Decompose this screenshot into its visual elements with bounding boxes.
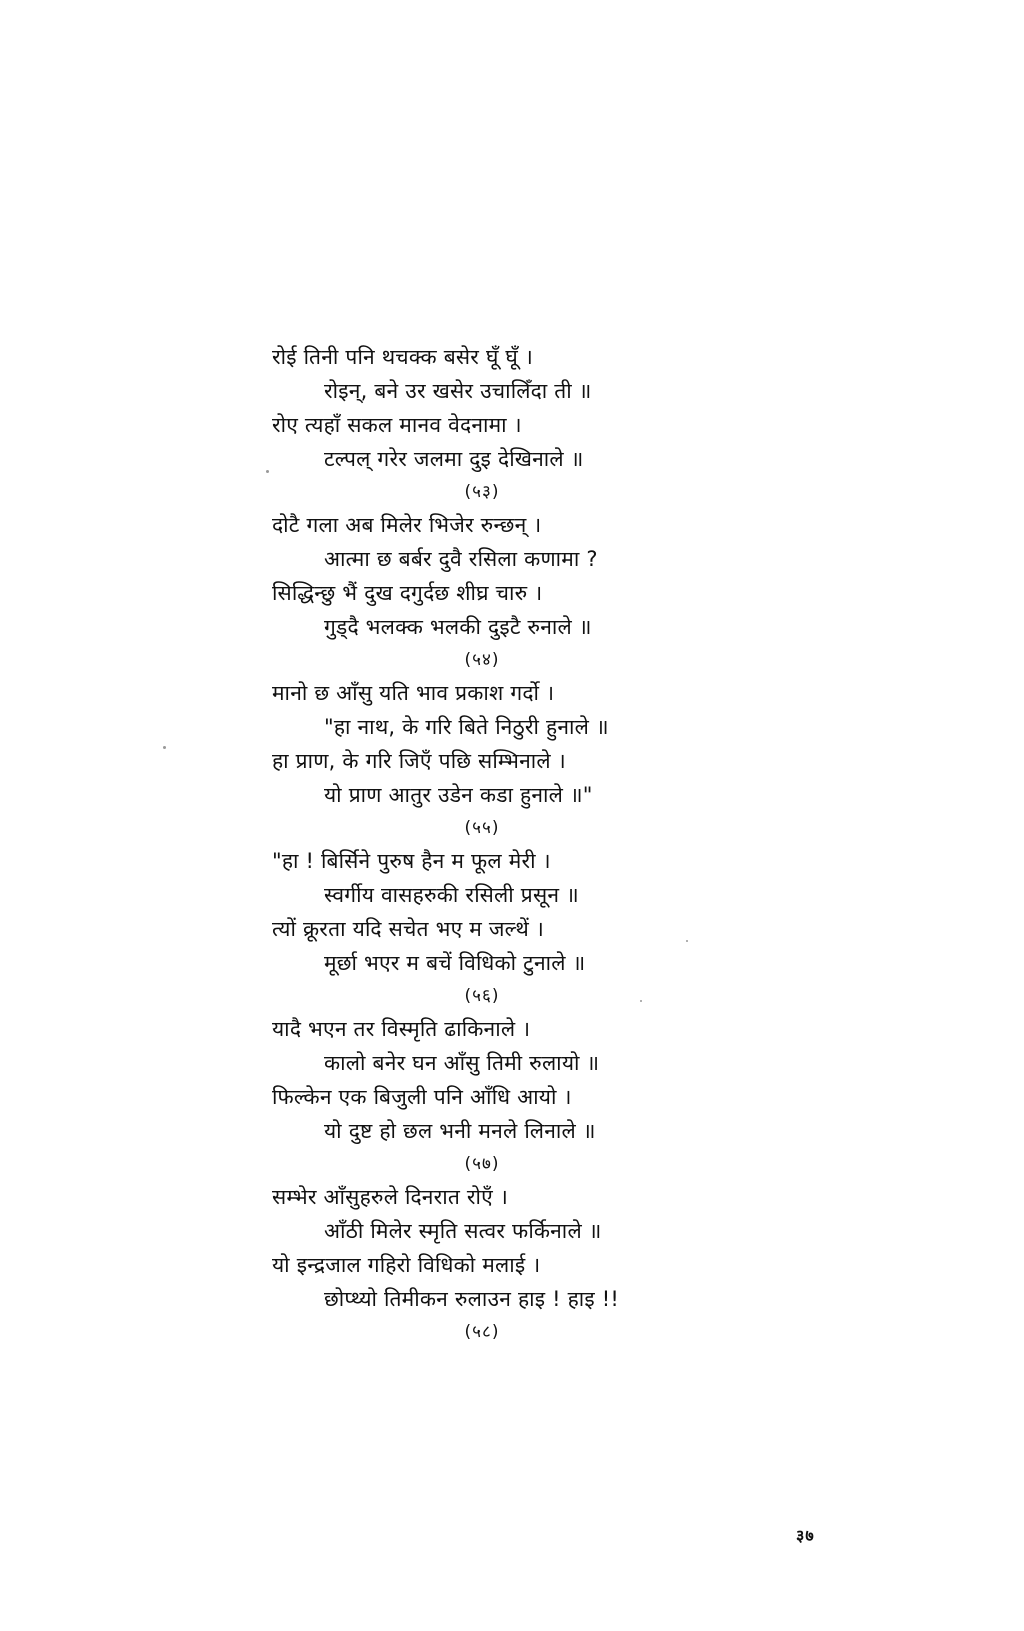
page-number: ३७	[796, 1526, 815, 1545]
verse-line: मानो छ आँसु यति भाव प्रकाश गर्दो ।	[272, 681, 555, 705]
stanza-53	[272, 340, 727, 508]
verse-line: "हा नाथ, के गरि बिते निठुरी हुनाले ॥	[324, 715, 609, 739]
stanza-58	[272, 1180, 727, 1348]
scan-speck	[266, 470, 269, 473]
stanza-57	[272, 1012, 727, 1180]
verse-line: दोटै गला अब मिलेर भिजेर रुन्छन् ।	[272, 513, 542, 537]
stanza-56	[272, 844, 727, 1012]
verse-line: आत्मा छ बर्बर दुवै रसिला कणामा ?	[324, 547, 598, 571]
stanza-number: (५३)	[464, 482, 500, 502]
verse-line: "हा ! बिर्सिने पुरुष हैन म फूल मेरी ।	[272, 849, 551, 873]
stanza-number: (५७)	[464, 1154, 500, 1174]
verse-line: सिद्धिन्छु भैं दुख दगुर्दछ शीघ्र चारु ।	[272, 581, 543, 605]
verse-line: स्वर्गीय वासहरुकी रसिली प्रसून ॥	[324, 883, 579, 907]
stanza-number: (५८)	[464, 1322, 500, 1342]
verse-line: छोप्थ्यो तिमीकन रुलाउन हाइ ! हाइ !!	[324, 1287, 620, 1311]
verse-line: यो इन्द्रजाल गहिरो विधिको मलाई ।	[272, 1253, 541, 1277]
verse-line: यो प्राण आतुर उडेन कडा हुनाले ॥"	[324, 783, 593, 807]
stanza-54	[272, 508, 727, 676]
verse-line: यादै भएन तर विस्मृति ढाकिनाले ।	[272, 1017, 531, 1041]
stanza-number: (५५)	[464, 818, 500, 838]
stanza-55	[272, 676, 727, 844]
verse-line: हा प्राण, के गरि जिएँ पछि सम्भिनाले ।	[272, 749, 566, 773]
verse-line: सम्भेर आँसुहरुले दिनरात रोएँ ।	[272, 1185, 508, 1209]
verse-line: यो दुष्ट हो छल भनी मनले लिनाले ॥	[324, 1119, 596, 1143]
stanza-number: (५४)	[464, 650, 500, 670]
stanza-number: (५६)	[464, 986, 500, 1006]
verse-line: त्यों क्रूरता यदि सचेत भए म जल्थें ।	[272, 917, 545, 941]
scan-speck	[163, 746, 166, 749]
poem-body	[272, 340, 727, 1348]
verse-line: रोई तिनी पनि थचक्क बसेर घूँ घूँ ।	[272, 345, 534, 369]
scan-speck	[686, 940, 688, 942]
verse-line: मूर्छा भएर म बचें विधिको टुनाले ॥	[324, 951, 586, 975]
verse-line: रोइन्, बने उर खसेर उचालिँदा ती ॥	[324, 379, 592, 403]
verse-line: आँठी मिलेर स्मृति सत्वर फर्किनाले ॥	[324, 1219, 602, 1243]
verse-line: रोए त्यहाँ सकल मानव वेदनामा ।	[272, 413, 522, 437]
scan-speck	[640, 1000, 642, 1002]
verse-line: कालो बनेर घन आँसु तिमी रुलायो ॥	[324, 1051, 600, 1075]
verse-line: टल्पल् गरेर जलमा दुइ देखिनाले ॥	[324, 447, 584, 471]
verse-line: गुड्दै भलक्क भलकी दुइटै रुनाले ॥	[324, 615, 592, 639]
verse-line: फिल्केन एक बिजुली पनि आँधि आयो ।	[272, 1085, 572, 1109]
